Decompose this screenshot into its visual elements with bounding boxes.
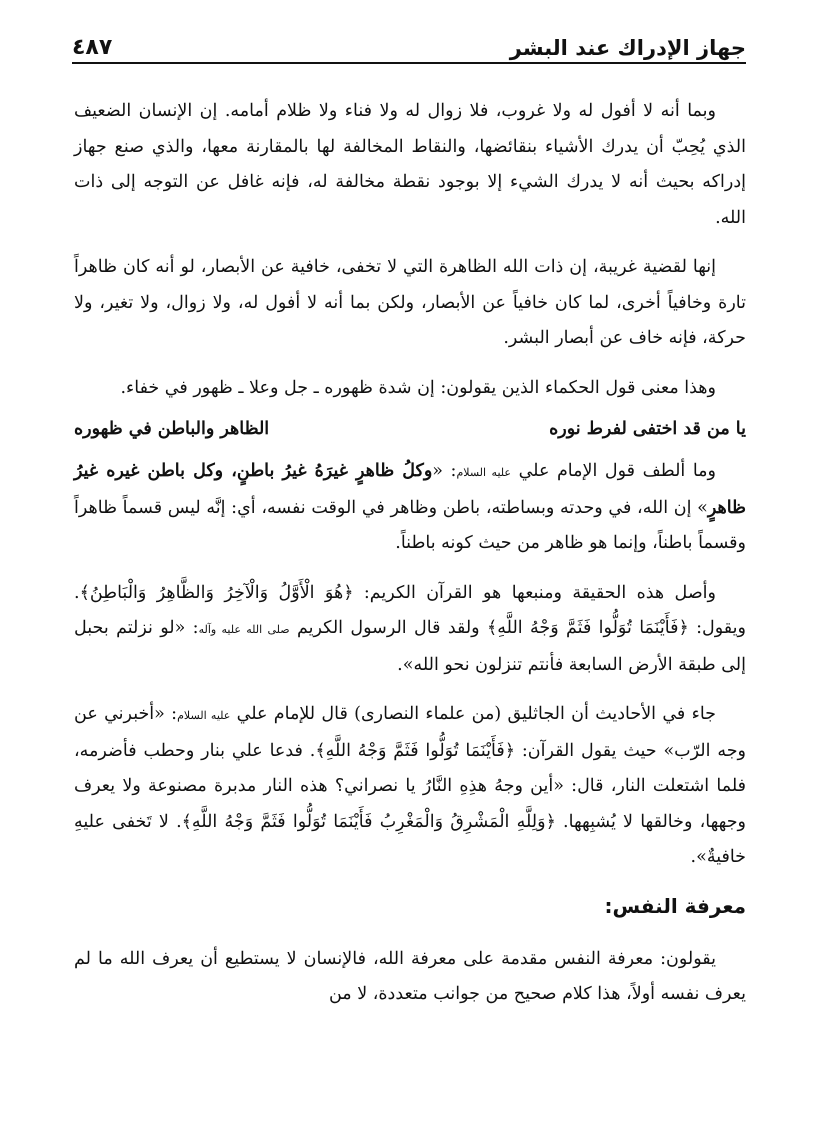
p5-text-b: . ويقول: xyxy=(74,582,746,638)
honorific-glyph: عليه السلام xyxy=(177,709,231,722)
running-title: جهاز الإدراك عند البشر xyxy=(509,36,746,60)
quran-verse-2: ﴿فَأَيْنَمَا تُوَلُّوا فَثَمَّ وَجْهُ اللَّهِ﴾ xyxy=(487,618,689,638)
poetry-verse xyxy=(74,414,746,444)
honorific-glyph: صلى الله عليه وآله xyxy=(198,623,290,636)
p4-text-a: وما ألطف قول الإمام علي xyxy=(518,461,716,481)
p5-text-a: وأصل هذه الحقيقة ومنبعها هو القرآن الكريم: xyxy=(363,582,716,603)
paragraph-6 xyxy=(74,697,746,876)
page-header xyxy=(72,26,746,60)
quran-verse-3: ﴿فَأَيْنَمَا تُوَلُّوا فَثَمَّ وَجْهُ اللَّهِ﴾ xyxy=(315,740,515,761)
p4-text-b: : « xyxy=(432,461,457,481)
p6-text-c: . فدعا علي بنار وحطب فأضرمه، فلما اشتعلت النار، قال: «أين وجهُ هذِهِ النَّارُ يا نصراني؟ هذه النار مدبرة مصنوعة ولا يعرف وجهها، وخالقها لا يُشبِهها. xyxy=(74,740,746,832)
p4-text-c: » إن الله، في وحدته وبساطته، باطن وظاهر في الوقت نفسه، أي: إنَّه ليس قسماً ظاهراً وقسماً باطناً، وإنما هو ظاهر من حيث كونه باطناً. xyxy=(74,497,746,553)
p5-text-d: : «لو نزلتم بحبل إلى طبقة الأرض السابعة فأنتم تنزلون نحو الله». xyxy=(74,618,746,675)
p6-text-a: جاء في الأحاديث أن الجاثليق (من علماء النصارى) قال للإمام علي xyxy=(236,704,716,724)
paragraph-1: وبما أنه لا أفول له ولا غروب، فلا زوال له ولا فناء ولا ظلام أمامه. إن الإنسان الضعيف الذي يُحِبّ أن يدرك الأشياء بنقائضها، والنقاط المخالفة لها بالمقارنة معها، والذي صنع جهاز إدراكه بحيث أنه لا يدرك الشيء إلا بوجود نقطة مخالفة له، فإنه غافل عن التوجه إلى ذات الله. xyxy=(74,101,746,228)
section-heading: معرفة النفس: xyxy=(604,893,746,918)
header-rule xyxy=(72,62,746,64)
paragraph-2: إنها لقضية غريبة، إن ذات الله الظاهرة التي لا تخفى، خافية عن الأبصار، لو أنه كان ظاهراً تارة وخافياً أخرى، لما كان خافياً عن الأبصار، ولكن بما أنه لا أفول له، ولا زوال، ولا تغير، ولا حركة، فإنه خاف عن أبصار البشر. xyxy=(74,257,746,348)
imam-quote: وكلُ ظاهرٍ غيرَهُ غيرُ باطنٍ، وكل باطن غيره غيرُ ظاهرٍ xyxy=(74,461,746,518)
p6-text-b: : «أخبرني عن وجه الرّب» حيث يقول القرآن: xyxy=(74,704,746,761)
honorific-glyph: عليه السلام xyxy=(456,466,511,479)
page-body xyxy=(74,94,746,1027)
verse-second-hemistich: الظاهر والباطن في ظهوره xyxy=(74,419,270,439)
verse-first-hemistich: يا من قد اختفى لفرط نوره xyxy=(549,419,746,439)
quran-verse-4: ﴿وَلِلَّهِ الْمَشْرِقُ وَالْمَغْرِبُ فَأَيْنَمَا تُوَلُّوا فَثَمَّ وَجْهُ اللَّهِ﴾ xyxy=(181,811,556,832)
paragraph-4 xyxy=(74,454,746,562)
p6-text-d: . لا تَخفى عليهِ خافيةٌ». xyxy=(74,811,746,867)
p5-text-c: ولقد قال الرسول الكريم xyxy=(297,618,480,638)
page-number: ٤٨٧ xyxy=(72,35,113,60)
paragraph-7: يقولون: معرفة النفس مقدمة على معرفة الله، فالإنسان لا يستطيع أن يعرف الله ما لم يعرف نفسه أولاً، هذا كلام صحيح من جوانب متعددة، لا من xyxy=(74,948,746,1004)
paragraph-3: وهذا معنى قول الحكماء الذين يقولون: إن شدة ظهوره ـ جل وعلا ـ ظهور في خفاء. xyxy=(120,377,716,398)
quran-verse-1: ﴿هُوَ الْأَوَّلُ وَالْآخِرُ وَالظَّاهِرُ وَالْبَاطِنُ﴾ xyxy=(79,582,354,603)
paragraph-5 xyxy=(74,576,746,684)
